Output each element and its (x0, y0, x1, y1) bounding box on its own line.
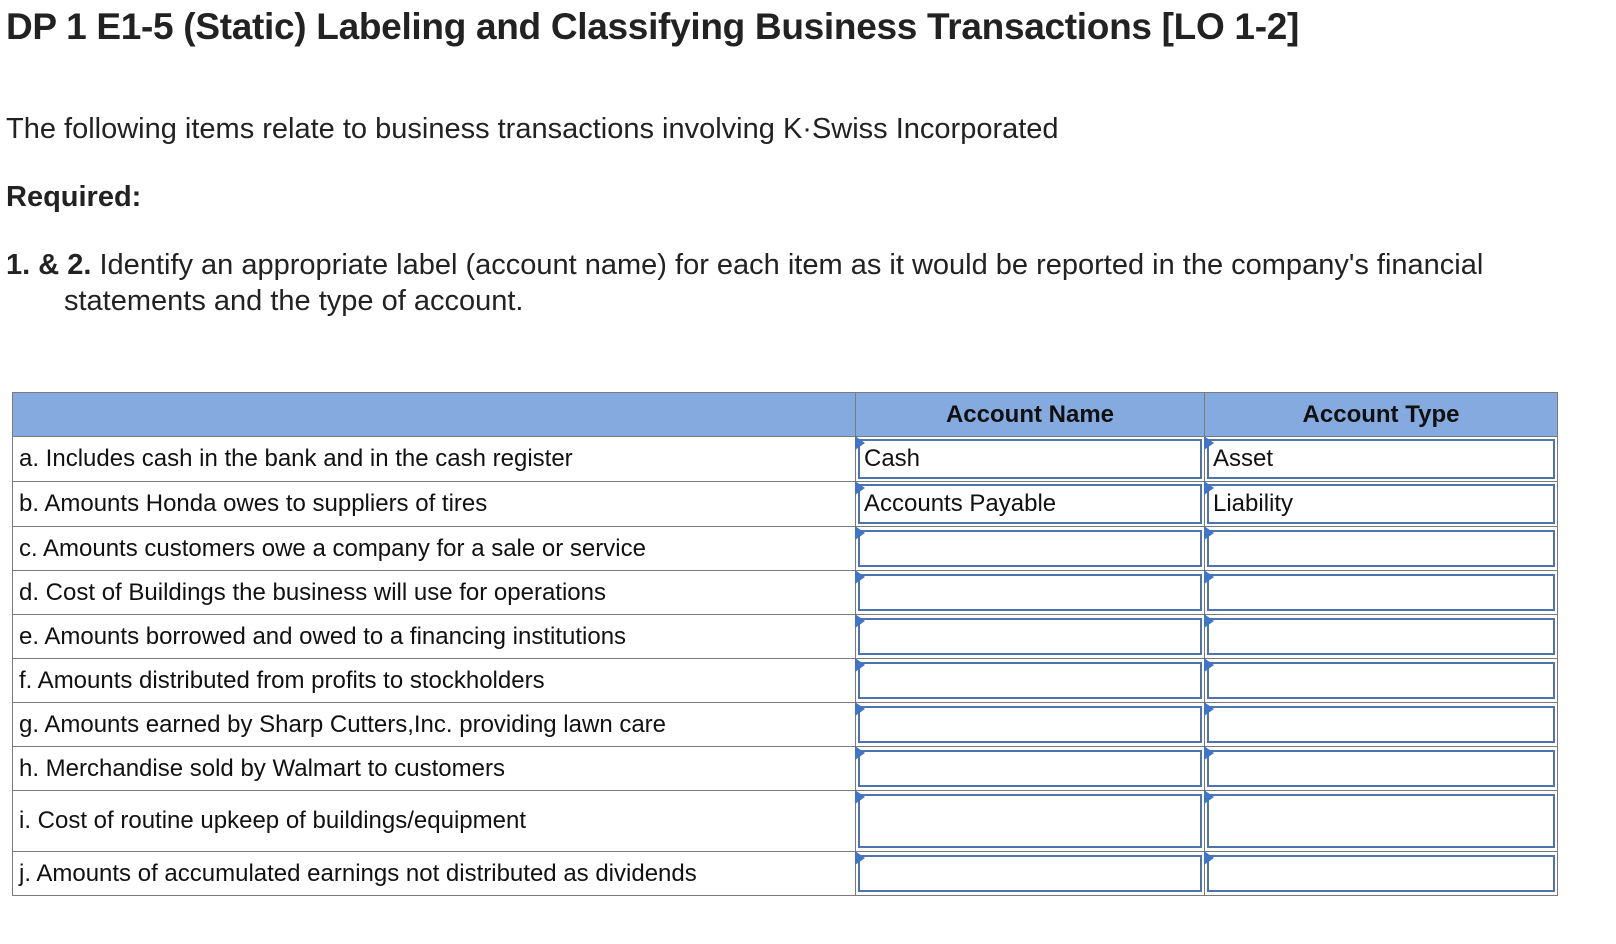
account-name-cell (856, 571, 1205, 615)
account-name-input[interactable] (858, 662, 1202, 699)
account-type-input[interactable] (1207, 794, 1555, 848)
account-name-input[interactable] (858, 750, 1202, 787)
table-row (13, 615, 1558, 659)
account-type-input[interactable] (1207, 530, 1555, 567)
account-type-cell (1205, 571, 1558, 615)
dropdown-marker-icon (1204, 658, 1214, 672)
account-type-input[interactable] (1207, 574, 1555, 611)
dropdown-marker-icon (1204, 526, 1214, 540)
table-row (13, 482, 1558, 527)
table-row (13, 703, 1558, 747)
column-header-account-type: Account Type (1205, 393, 1558, 437)
dropdown-marker-icon (855, 436, 865, 450)
dropdown-marker-icon (855, 702, 865, 716)
account-type-cell (1205, 437, 1558, 482)
dropdown-marker-icon (855, 851, 865, 865)
account-name-cell (856, 437, 1205, 482)
dropdown-marker-icon (1204, 702, 1214, 716)
dropdown-marker-icon (1204, 790, 1214, 804)
account-name-input[interactable] (858, 574, 1202, 611)
account-name-cell (856, 747, 1205, 791)
dropdown-marker-icon (1204, 851, 1214, 865)
dropdown-marker-icon (855, 790, 865, 804)
instruction-text: Identify an appropriate label (account name) for each item as it would be reported in the company's financial statements and the type of account. (64, 249, 1484, 317)
account-type-input[interactable] (1207, 706, 1555, 743)
account-type-cell (1205, 615, 1558, 659)
instruction-number: 1. & 2. (6, 249, 92, 281)
account-type-cell (1205, 703, 1558, 747)
account-name-cell (856, 482, 1205, 527)
dropdown-marker-icon (1204, 436, 1214, 450)
dropdown-marker-icon (1204, 746, 1214, 760)
table-row (13, 852, 1558, 896)
table-row (13, 659, 1558, 703)
account-type-cell (1205, 791, 1558, 852)
dropdown-marker-icon (1204, 570, 1214, 584)
dropdown-marker-icon (855, 746, 865, 760)
table-row (13, 437, 1558, 482)
account-type-cell (1205, 482, 1558, 527)
account-name-cell (856, 527, 1205, 571)
account-name-input[interactable] (858, 618, 1202, 655)
item-description: c. Amounts customers owe a company for a sale or service (13, 527, 856, 571)
account-type-input[interactable]: Asset (1207, 439, 1555, 479)
account-type-input[interactable] (1207, 662, 1555, 699)
account-name-input[interactable]: Cash (858, 439, 1202, 479)
account-name-input[interactable] (858, 794, 1202, 848)
table-header-row (13, 393, 1558, 437)
account-type-cell (1205, 527, 1558, 571)
item-description: e. Amounts borrowed and owed to a financing institutions (13, 615, 856, 659)
dropdown-marker-icon (855, 570, 865, 584)
table-row (13, 571, 1558, 615)
account-type-cell (1205, 747, 1558, 791)
required-label: Required: (6, 181, 142, 213)
account-type-input[interactable] (1207, 750, 1555, 787)
account-name-cell (856, 852, 1205, 896)
account-name-cell (856, 615, 1205, 659)
account-name-cell (856, 659, 1205, 703)
item-description: f. Amounts distributed from profits to stockholders (13, 659, 856, 703)
table-row (13, 747, 1558, 791)
dropdown-marker-icon (855, 614, 865, 628)
table-row (13, 527, 1558, 571)
column-header-account-name: Account Name (856, 393, 1205, 437)
account-name-input[interactable] (858, 530, 1202, 567)
dropdown-marker-icon (1204, 481, 1214, 495)
dropdown-marker-icon (855, 481, 865, 495)
table-row (13, 791, 1558, 852)
item-description: j. Amounts of accumulated earnings not distributed as dividends (13, 852, 856, 896)
dropdown-marker-icon (1204, 614, 1214, 628)
answer-table (12, 392, 1558, 896)
account-type-cell (1205, 852, 1558, 896)
item-description: d. Cost of Buildings the business will use for operations (13, 571, 856, 615)
column-header-item (13, 393, 856, 437)
account-name-cell (856, 791, 1205, 852)
item-description: i. Cost of routine upkeep of buildings/equipment (13, 791, 856, 852)
dropdown-marker-icon (855, 658, 865, 672)
account-type-input[interactable]: Liability (1207, 484, 1555, 524)
item-description: g. Amounts earned by Sharp Cutters,Inc. providing lawn care (13, 703, 856, 747)
account-name-input[interactable]: Accounts Payable (858, 484, 1202, 524)
account-name-input[interactable] (858, 855, 1202, 892)
item-description: h. Merchandise sold by Walmart to customers (13, 747, 856, 791)
item-description: a. Includes cash in the bank and in the cash register (13, 437, 856, 482)
account-name-cell (856, 703, 1205, 747)
instruction (6, 247, 1606, 319)
page-title: DP 1 E1-5 (Static) Labeling and Classifying Business Transactions [LO 1-2] (6, 6, 1300, 47)
account-type-input[interactable] (1207, 618, 1555, 655)
account-type-cell (1205, 659, 1558, 703)
account-type-input[interactable] (1207, 855, 1555, 892)
intro-text: The following items relate to business transactions involving K·Swiss Incorporated (6, 113, 1059, 145)
account-name-input[interactable] (858, 706, 1202, 743)
dropdown-marker-icon (855, 526, 865, 540)
item-description: b. Amounts Honda owes to suppliers of tires (13, 482, 856, 527)
